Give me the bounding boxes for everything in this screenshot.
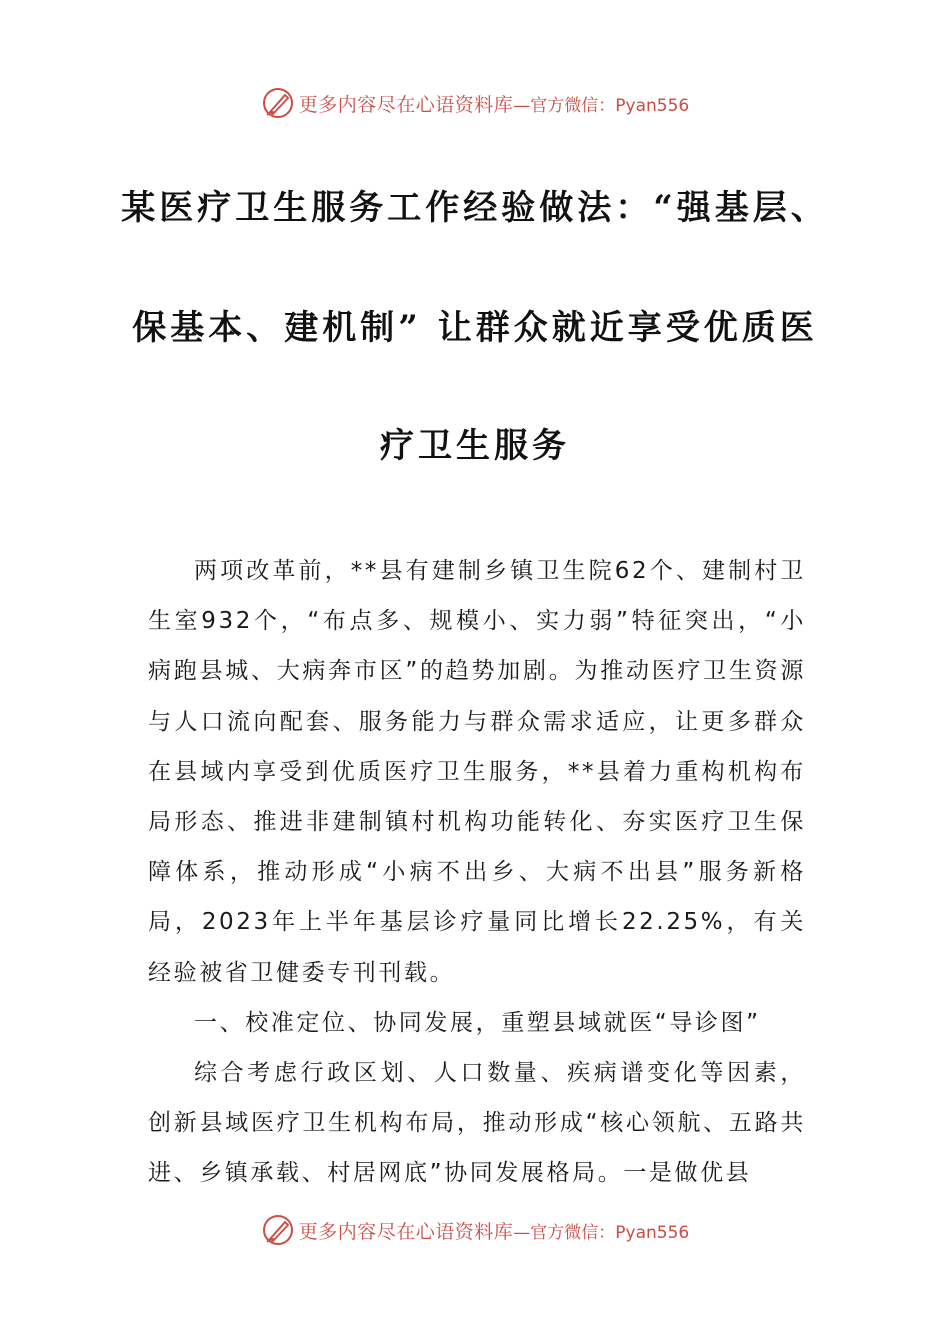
watermark-sub-text: —官方微信：Pyan556 <box>513 1222 690 1243</box>
watermark-sub-text: —官方微信：Pyan556 <box>513 95 690 116</box>
document-title-line-3: 疗卫生服务 <box>380 426 570 466</box>
document-body <box>148 546 806 1199</box>
section-heading-1: 一、校准定位、协同发展，重塑县域就医“导诊图” <box>194 1009 761 1036</box>
watermark-header <box>0 83 950 123</box>
watermark-main-text: 更多内容尽在心语资料库 <box>298 93 514 116</box>
document-title-line-2: 保基本、建机制” 让群众就近享受优质医 <box>132 308 818 348</box>
watermark-footer <box>0 1210 950 1250</box>
quill-in-circle-icon <box>261 86 295 120</box>
quill-in-circle-icon <box>261 1213 295 1247</box>
body-paragraph-intro: 两项改革前，**县有建制乡镇卫生院62个、建制村卫生室932个，“布点多、规模小、实力弱”特征突出，“小病跑县城、大病奔市区”的趋势加剧。为推动医疗卫生资源与人口流向配套、服务能力与群众需求适应，让更多群众在县域内享受到优质医疗卫生服务，**县着力重构机构布局形态、推进非建制镇村机构功能转化、夯实医疗卫生保障体系，推动形成“小病不出乡、大病不出县”服务新格局，2023年上半年基层诊疗量同比增长22.25%，有关经验被省卫健委专刊刊载。 <box>148 558 806 986</box>
document-title-line-1: 某医疗卫生服务工作经验做法：“强基层、 <box>121 188 829 228</box>
body-paragraph-section-1: 综合考虑行政区划、人口数量、疾病谱变化等因素，创新县域医疗卫生机构布局，推动形成“核心领航、五路共进、乡镇承载、村居网底”协同发展格局。一是做优县 <box>148 1060 806 1187</box>
watermark-main-text: 更多内容尽在心语资料库 <box>298 1220 514 1243</box>
